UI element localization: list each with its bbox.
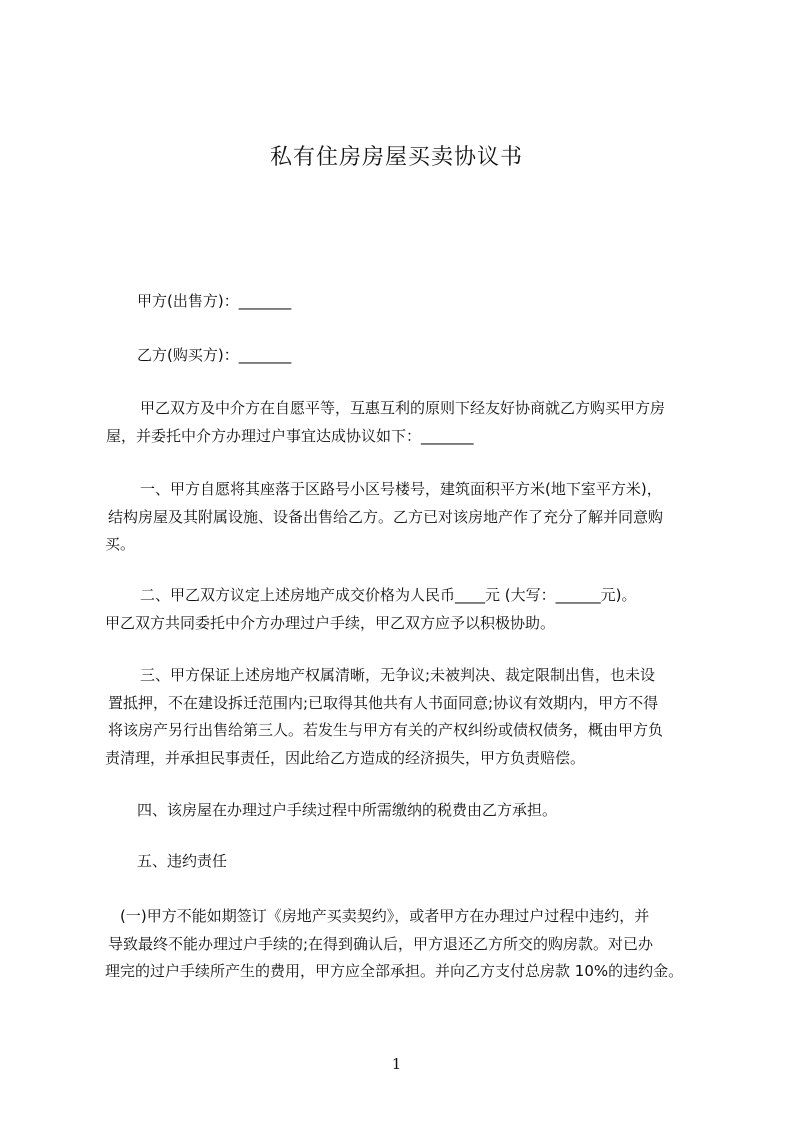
clause-4-paragraph: 四、该房屋在办理过户手续过程中所需缴纳的税费由乙方承担。 (137, 801, 558, 819)
paragraph-line: 二、甲乙双方议定上述房地产成交价格为人民币____元 (大写：______元)。 (140, 586, 637, 604)
paragraph-line: 三、甲方保证上述房地产权属清晰，无争议;未被判决、裁定限制出售，也未设 (140, 666, 656, 684)
paragraph-line: 甲乙双方共同委托中介方办理过户手续，甲乙双方应予以积极协助。 (105, 614, 556, 632)
paragraph-line: (一)甲方不能如期签订《房地产买卖契约》，或者甲方在办理过户过程中违约，并 (120, 907, 650, 925)
paragraph-line: 买。 (105, 535, 136, 553)
paragraph-line: 理完的过户手续所产生的费用，甲方应全部承担。并向乙方支付总房款 10%的违约金。 (105, 962, 684, 980)
party-b-line: 乙方(购买方)：_______ (137, 346, 292, 364)
paragraph-line: 将该房产另行出售给第三人。若发生与甲方有关的产权纠纷或债权债务，概由甲方负 (108, 721, 664, 739)
page-number: 1 (391, 1055, 402, 1073)
paragraph-line: 屋，并委托中介方办理过户事宜达成协议如下：_______ (106, 427, 474, 445)
paragraph-line: 甲乙双方及中介方在自愿平等，互惠互利的原则下经友好协商就乙方购买甲方房 (140, 399, 666, 417)
paragraph-line: 责清理，并承担民事责任，因此给乙方造成的经济损失，甲方负责赔偿。 (105, 749, 586, 767)
clause-5-heading: 五、违约责任 (137, 852, 228, 870)
paragraph-line: 导致最终不能办理过户手续的;在得到确认后，甲方退还乙方所交的购房款。对已办 (108, 935, 654, 953)
paragraph-line: 结构房屋及其附属设施、设备出售给乙方。乙方已对该房地产作了充分了解并同意购 (108, 508, 664, 526)
document-title: 私有住房房屋买卖协议书 (269, 145, 523, 170)
party-a-line: 甲方(出售方)：_______ (137, 292, 292, 310)
paragraph-line: 一、甲方自愿将其座落于区路号小区号楼号，建筑面积平方米(地下室平方米)， (140, 480, 662, 498)
paragraph-line: 置抵押，不在建设拆迁范围内;已取得其他共有人书面同意;协议有效期内，甲方不得 (108, 694, 659, 712)
